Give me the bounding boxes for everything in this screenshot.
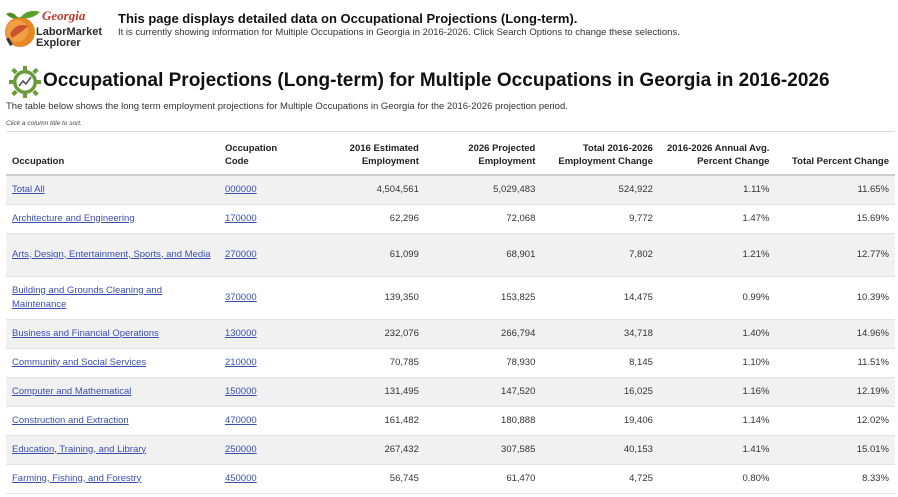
annual-pct-cell: 1.10% — [659, 348, 776, 377]
occupation-code-link[interactable]: 450000 — [224, 472, 257, 484]
table-row — [6, 276, 895, 319]
page-title-row — [6, 64, 896, 100]
annual-pct-cell: 1.41% — [659, 435, 776, 464]
change-cell: 4,725 — [541, 464, 659, 493]
labormarket-explorer-logo[interactable] — [2, 4, 107, 56]
est-cell: 161,482 — [301, 406, 425, 435]
logo-line2: Explorer — [36, 37, 81, 49]
total-pct-cell: 8.33% — [775, 464, 895, 493]
occupation-code-link[interactable]: 170000 — [224, 212, 257, 224]
est-cell: 131,495 — [301, 377, 425, 406]
logo-line1: LaborMarket — [36, 26, 103, 38]
occupation-link[interactable]: Farming, Fishing, and Forestry — [12, 472, 142, 484]
change-cell: 19,406 — [541, 406, 659, 435]
annual-pct-cell: 1.40% — [659, 319, 776, 348]
proj-cell: 153,825 — [425, 276, 542, 319]
occupation-link[interactable]: Education, Training, and Library — [12, 443, 147, 455]
col-header-occupation[interactable]: Occupation — [6, 132, 219, 176]
gear-chart-icon — [8, 65, 42, 99]
col-header-total-pct[interactable]: Total Percent Change — [775, 132, 895, 176]
total-pct-cell: 11.65% — [775, 175, 895, 204]
page-header — [0, 0, 898, 62]
total-pct-cell: 12.19% — [775, 377, 895, 406]
total-pct-cell: 11.51% — [775, 348, 895, 377]
occupation-code-link[interactable]: 130000 — [224, 327, 257, 339]
header-title: This page displays detailed data on Occupational Projections (Long-term). — [118, 11, 578, 26]
proj-cell: 5,029,483 — [425, 175, 542, 204]
occupation-link[interactable]: Arts, Design, Entertainment, Sports, and Media — [12, 248, 211, 260]
proj-cell: 307,585 — [425, 435, 542, 464]
intro-text: The table below shows the long term employment projections for Multiple Occupations in Georgia for the 2016-2026 projection period. — [6, 101, 568, 112]
annual-pct-cell: 1.16% — [659, 377, 776, 406]
header-subtitle: It is currently showing information for Multiple Occupations in Georgia in 2016-2026. Click Search Options to change these selections. — [118, 27, 680, 38]
annual-pct-cell: 0.80% — [659, 464, 776, 493]
proj-cell: 72,068 — [425, 204, 542, 233]
table-header-row — [6, 132, 895, 176]
proj-cell: 147,520 — [425, 377, 542, 406]
occupation-code-link[interactable]: 270000 — [224, 248, 257, 260]
est-cell: 267,432 — [301, 435, 425, 464]
est-cell: 139,350 — [301, 276, 425, 319]
annual-pct-cell: 1.47% — [659, 204, 776, 233]
change-cell: 16,025 — [541, 377, 659, 406]
col-header-2016-estimated[interactable]: 2016 Estimated Employment — [301, 132, 425, 176]
occupation-link[interactable]: Community and Social Services — [12, 356, 147, 368]
occupation-link[interactable]: Total All — [12, 183, 45, 195]
annual-pct-cell: 1.21% — [659, 233, 776, 276]
table-row — [6, 435, 895, 464]
change-cell: 8,145 — [541, 348, 659, 377]
change-cell: 14,475 — [541, 276, 659, 319]
table-row — [6, 406, 895, 435]
est-cell: 232,076 — [301, 319, 425, 348]
page-title: Occupational Projections (Long-term) for Multiple Occupations in Georgia in 2016-2026 — [43, 70, 830, 91]
col-header-2026-projected[interactable]: 2026 Projected Employment — [425, 132, 542, 176]
change-cell: 9,772 — [541, 204, 659, 233]
col-header-annual-avg-pct[interactable]: 2016-2026 Annual Avg. Percent Change — [659, 132, 776, 176]
total-pct-cell: 15.69% — [775, 204, 895, 233]
est-cell: 4,504,561 — [301, 175, 425, 204]
total-pct-cell: 15.01% — [775, 435, 895, 464]
proj-cell: 180,888 — [425, 406, 542, 435]
annual-pct-cell: 1.11% — [659, 175, 776, 204]
table-body — [6, 175, 895, 493]
occupation-link[interactable]: Architecture and Engineering — [12, 212, 135, 224]
occupation-code-link[interactable]: 470000 — [224, 414, 257, 426]
total-pct-cell: 12.02% — [775, 406, 895, 435]
table-row — [6, 175, 895, 204]
proj-cell: 78,930 — [425, 348, 542, 377]
change-cell: 524,922 — [541, 175, 659, 204]
projections-table — [6, 131, 895, 494]
occupation-link[interactable]: Building and Grounds Cleaning and Maintenance — [12, 284, 162, 310]
est-cell: 56,745 — [301, 464, 425, 493]
est-cell: 70,785 — [301, 348, 425, 377]
occupation-code-link[interactable]: 210000 — [224, 356, 257, 368]
col-header-occupation-code[interactable]: Occupation Code — [219, 132, 301, 176]
proj-cell: 68,901 — [425, 233, 542, 276]
table-row — [6, 319, 895, 348]
col-header-total-change[interactable]: Total 2016-2026 Employment Change — [541, 132, 659, 176]
proj-cell: 266,794 — [425, 319, 542, 348]
occupation-code-link[interactable]: 150000 — [224, 385, 257, 397]
annual-pct-cell: 1.14% — [659, 406, 776, 435]
occupation-link[interactable]: Computer and Mathematical — [12, 385, 132, 397]
table-row — [6, 348, 895, 377]
est-cell: 62,296 — [301, 204, 425, 233]
occupation-link[interactable]: Construction and Extraction — [12, 414, 129, 426]
total-pct-cell: 10.39% — [775, 276, 895, 319]
table-row — [6, 204, 895, 233]
total-pct-cell: 14.96% — [775, 319, 895, 348]
occupation-code-link[interactable]: 370000 — [224, 291, 257, 303]
occupation-code-link[interactable]: 250000 — [224, 443, 257, 455]
change-cell: 34,718 — [541, 319, 659, 348]
annual-pct-cell: 0.99% — [659, 276, 776, 319]
proj-cell: 61,470 — [425, 464, 542, 493]
table-row — [6, 233, 895, 276]
total-pct-cell: 12.77% — [775, 233, 895, 276]
sort-hint: Click a column title to sort. — [6, 120, 82, 127]
table-row — [6, 377, 895, 406]
occupation-code-link[interactable]: 000000 — [224, 183, 257, 195]
change-cell: 7,802 — [541, 233, 659, 276]
table-row — [6, 464, 895, 493]
occupation-link[interactable]: Business and Financial Operations — [12, 327, 159, 339]
change-cell: 40,153 — [541, 435, 659, 464]
est-cell: 61,099 — [301, 233, 425, 276]
logo-state-text: Georgia — [42, 8, 86, 23]
